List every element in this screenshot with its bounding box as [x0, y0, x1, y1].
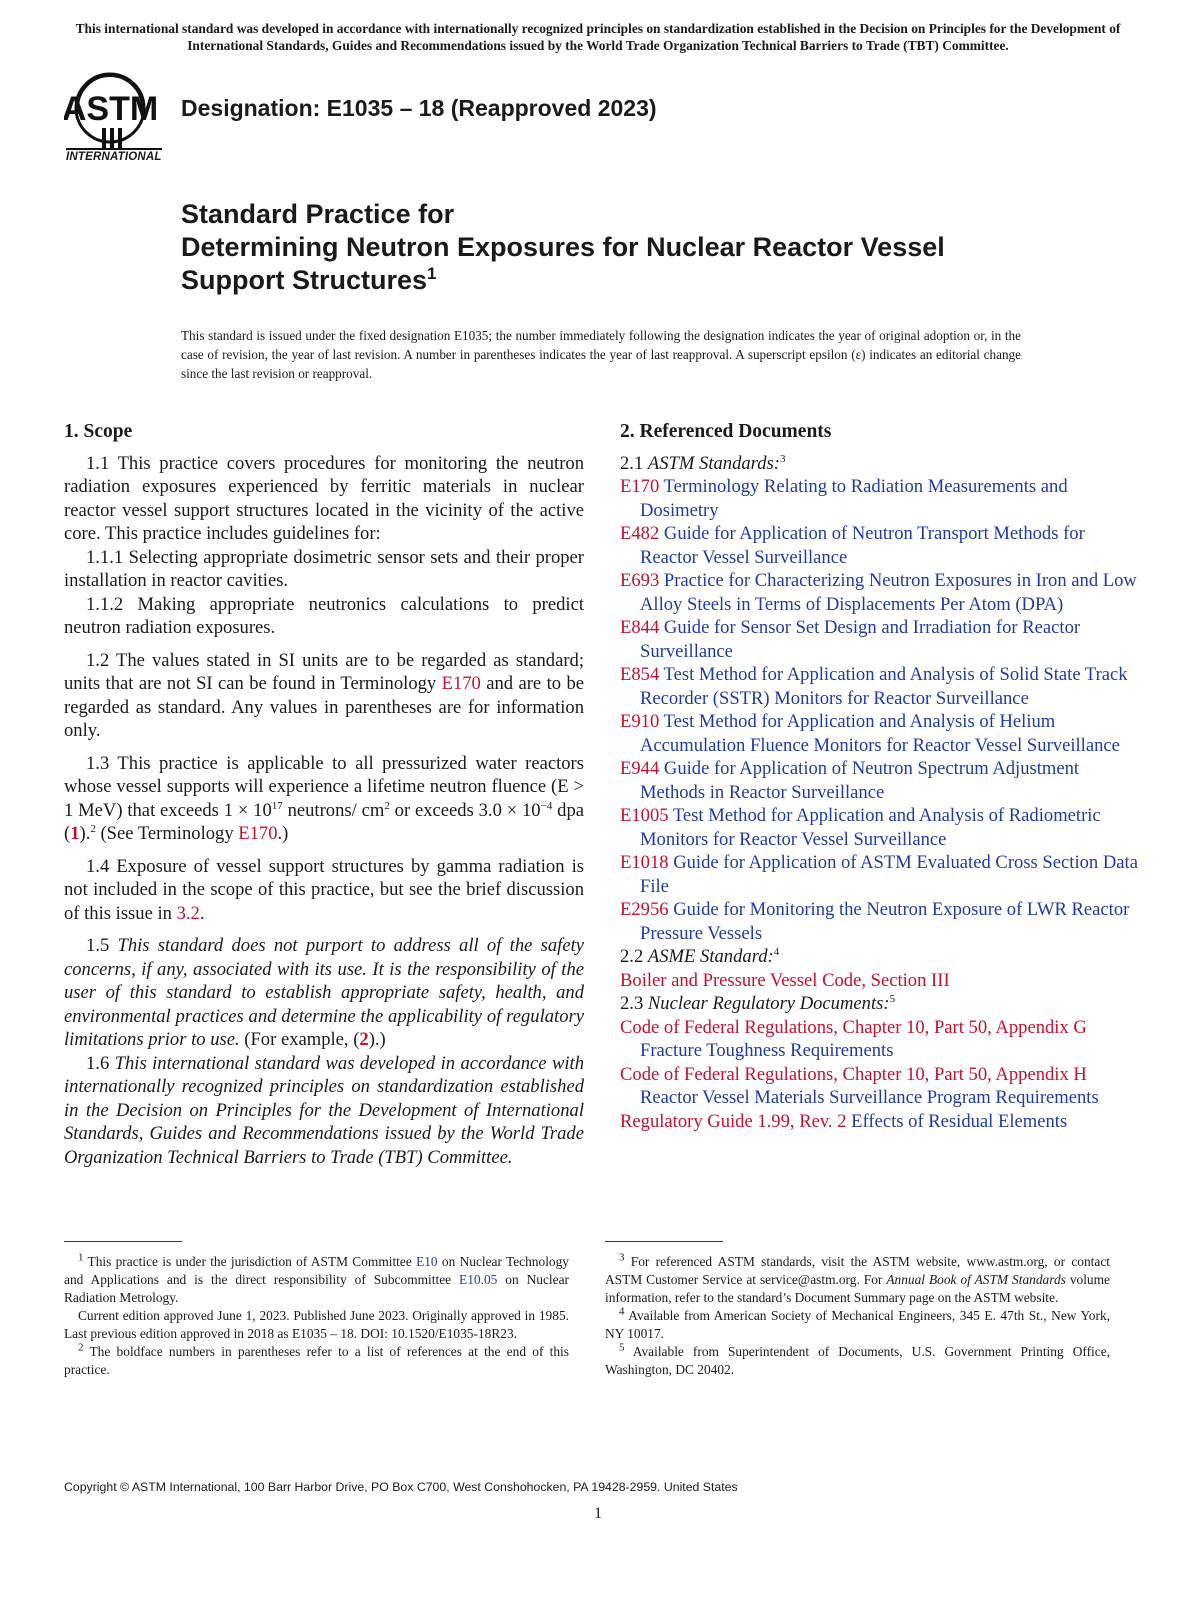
astm-reference-title-link[interactable]: Guide for Sensor Set Design and Irradiation for Reactor Surveillance — [640, 617, 1081, 662]
nrc-reference-code-link[interactable]: Code of Federal Regulations, Chapter 10, Part 50, Appendix G — [620, 1016, 1087, 1038]
astm-reference-list — [620, 475, 1140, 945]
astm-reference-code-link[interactable]: E910 — [620, 711, 660, 732]
para-1-6: 1.6 This international standard was developed in accordance with internationally recognized principles on standardization established in the Decision on Principles for the Development of International Standards, Guides and Recommendations issued by the World Trade Organization Technical Barriers to Trade (TBT) Committee. — [64, 1052, 585, 1168]
para-1-1: 1.1 This practice covers procedures for monitoring the neutron radiation exposures experienced by ferritic materials in nuclear reactor vessel support structures located in the vicinity of the active core. This practice includes guidelines for: — [64, 452, 584, 544]
footnote-rule-left — [64, 1241, 182, 1242]
scope-section — [64, 420, 584, 1169]
para-1-3: 1.3 This practice is applicable to all pressurized water reactors whose vessel supports will experience a lifetime neutron fluence (E > 1 MeV) that exceeds $1 \times 10^{17}$ neutrons/ $cm^2$ or exceeds $3.0 \times 10^{-4}$ dpa (1).$^2$ (See Terminology E170.) — [64, 752, 584, 844]
standard-note: This standard is issued under the fixed designation E1035; the number immediately following the designation indicates the year of original adoption or, in the case of revision, the year of last revision. A number in parentheses indicates the year of last reapproval. A superscript epsilon (ε) indicates an editorial change since the last revision or reapproval. — [181, 328, 1021, 381]
astm-reference-title-link[interactable]: Practice for Characterizing Neutron Exposures in Iron and Low Alloy Steels in Terms of Displacements Per Atom (DPA) — [640, 570, 1137, 615]
footnote-5: $^5$ Available from Superintendent of Documents, U.S. Government Printing Office, Washington, DC 20402. — [605, 1341, 1110, 1377]
astm-standards-heading: 2.1 ASTM Standards:$^3$ — [620, 452, 786, 474]
astm-reference-code-link[interactable]: E482 — [620, 523, 660, 544]
astm-reference-item — [620, 475, 1140, 522]
tbt-notice: This international standard was developed in accordance with internationally recognized principles on standardization established in the Decision on Principles for the Development of International Standards, Guides and Recommendations issued by the World Trade Organization Technical Barriers to Trade (TBT) Committee. — [75, 21, 1121, 53]
astm-reference-code-link[interactable]: E2956 — [620, 899, 669, 920]
footnote-4: $^4$ Available from American Society of Mechanical Engineers, 345 E. 47th St., New York, NY 10017. — [605, 1305, 1110, 1341]
para-1-5: 1.5 This standard does not purport to address all of the safety concerns, if any, associated with its use. It is the responsibility of the user of this standard to establish appropriate safety, health, and environmental practices and determine the applicability of regulatory limitations prior to use. (For example, (2).) — [64, 935, 584, 1050]
nrc-reference-title-link[interactable]: Fracture Toughness Requirements — [640, 1040, 894, 1061]
astm-reference-item — [620, 616, 1140, 663]
footnote-mark-2[interactable]: 2 — [90, 822, 96, 835]
footnote-2: $^2$ The boldface numbers in parentheses refer to a list of references at the end of this practice. — [64, 1341, 569, 1377]
astm-reference-code-link[interactable]: E844 — [620, 617, 660, 638]
astm-reference-item — [620, 663, 1140, 710]
nrc-reference-title-link[interactable]: Reactor Vessel Materials Surveillance Program Requirements — [640, 1087, 1099, 1108]
footnotes-left — [64, 1253, 569, 1379]
footnote-1-edition: Current edition approved June 1, 2023. Published June 2023. Originally approved in 1985. Last previous edition approved in 2018 as E1035 – 18. DOI: 10.1520/E1035-18R23. — [64, 1308, 569, 1341]
astm-reference-title-link[interactable]: Guide for Application of Neutron Transport Methods for Reactor Vessel Surveillance — [640, 523, 1085, 568]
copyright-line: Copyright © ASTM International, 100 Barr Harbor Drive, PO Box C700, West Conshohocken, PA 19428-2959. United States — [64, 1480, 738, 1494]
astm-reference-title-link[interactable]: Test Method for Application and Analysis of Solid State Track Recorder (SSTR) Monitors for Reactor Surveillance — [640, 664, 1128, 709]
nrc-reference-code-link[interactable]: Code of Federal Regulations, Chapter 10, Part 50, Appendix H — [620, 1063, 1087, 1085]
footnote-rule-right — [605, 1241, 723, 1242]
referenced-documents-section — [620, 420, 1140, 1133]
astm-reference-title-link[interactable]: Terminology Relating to Radiation Measurements and Dosimetry — [640, 476, 1068, 521]
nrc-reference-item — [620, 1063, 1140, 1110]
para-1-2: 1.2 The values stated in SI units are to be regarded as standard; units that are not SI can be found in Terminology E170 and are to be regarded as standard. Any values in parentheses are for information only. — [64, 649, 584, 741]
astm-reference-title-link[interactable]: Guide for Monitoring the Neutron Exposure of LWR Reactor Pressure Vessels — [640, 899, 1130, 944]
asme-reference-item — [620, 969, 1140, 993]
document-title — [181, 198, 1081, 297]
astm-reference-code-link[interactable]: E170 — [620, 476, 660, 497]
title-line-3: Support Structures — [181, 265, 428, 295]
scope-heading: 1. Scope — [64, 421, 133, 442]
nrc-reference-list — [620, 1016, 1140, 1134]
nrc-reference-item — [620, 1016, 1140, 1063]
footnote-1: $^1$ This practice is under the jurisdiction of ASTM Committee E10 on Nuclear Technology and Applications and is the direct responsibility of Subcommittee E10.05 on Nuclear Radiation Metrology. — [64, 1251, 570, 1305]
nrc-documents-heading: 2.3 Nuclear Regulatory Documents:$^5$ — [620, 992, 896, 1014]
designation: Designation: E1035 – 18 (Reapproved 2023) — [181, 95, 657, 121]
astm-logo — [64, 68, 168, 164]
astm-reference-title-link[interactable]: Test Method for Application and Analysis of Radiometric Monitors for Reactor Vessel Surveillance — [640, 805, 1101, 850]
title-line-2: Determining Neutron Exposures for Nuclear Reactor Vessel — [181, 232, 945, 262]
astm-reference-title-link[interactable]: Guide for Application of Neutron Spectrum Adjustment Methods in Reactor Surveillance — [640, 758, 1080, 803]
asme-reference-list — [620, 969, 1140, 993]
astm-reference-item — [620, 569, 1140, 616]
footnote-3: $^3$ For referenced ASTM standards, visit the ASTM website, www.astm.org, or contact ASTM Customer Service at service@astm.org. For Annual Book of ASTM Standards volume information, refer to the standard’s Document Summary page on the ASTM website. — [605, 1251, 1110, 1305]
page-number: 1 — [594, 1505, 602, 1522]
nrc-reference-title-link[interactable]: Effects of Residual Elements — [846, 1110, 1068, 1132]
astm-reference-code-link[interactable]: E1018 — [620, 852, 669, 873]
astm-reference-title-link[interactable]: Guide for Application of ASTM Evaluated Cross Section Data File — [640, 852, 1138, 897]
asme-standard-heading: 2.2 ASME Standard:$^4$ — [620, 945, 780, 967]
astm-reference-item — [620, 522, 1140, 569]
ref-link-1[interactable]: 1 — [70, 823, 80, 844]
link-e10-05[interactable]: E10.05 — [459, 1272, 498, 1287]
footnotes-right — [605, 1253, 1110, 1379]
astm-reference-code-link[interactable]: E854 — [620, 664, 660, 685]
para-1-4: 1.4 Exposure of vessel support structures by gamma radiation is not included in the scope of this practice, but see the brief discussion of this issue in 3.2. — [64, 855, 584, 924]
link-e10[interactable]: E10 — [416, 1254, 438, 1269]
referenced-heading: 2. Referenced Documents — [620, 421, 832, 442]
astm-reference-code-link[interactable]: E944 — [620, 758, 660, 779]
para-1-1-2: 1.1.2 Making appropriate neutronics calculations to predict neutron radiation exposures. — [64, 593, 584, 638]
nrc-reference-item — [620, 1110, 1140, 1134]
astm-reference-item — [620, 710, 1140, 757]
link-e170-2[interactable]: E170 — [238, 823, 278, 844]
ref-link-2[interactable]: 2 — [359, 1029, 369, 1050]
astm-reference-item — [620, 804, 1140, 851]
link-e170[interactable]: E170 — [441, 673, 481, 694]
astm-reference-item — [620, 898, 1140, 945]
astm-reference-item — [620, 851, 1140, 898]
astm-reference-code-link[interactable]: E693 — [620, 570, 660, 591]
nrc-reference-code-link[interactable]: Regulatory Guide 1.99, Rev. 2 — [620, 1110, 847, 1132]
astm-reference-item — [620, 757, 1140, 804]
link-section-3-2[interactable]: 3.2 — [176, 902, 200, 924]
asme-reference-code-link[interactable]: Boiler and Pressure Vessel Code, Section III — [620, 969, 950, 991]
title-footnote-mark[interactable]: 1 — [427, 264, 437, 283]
para-1-1-1: 1.1.1 Selecting appropriate dosimetric sensor sets and their proper installation in reactor cavities. — [64, 546, 584, 591]
title-line-1: Standard Practice for — [181, 199, 455, 229]
logo-subtitle: INTERNATIONAL — [66, 148, 162, 163]
logo-letters: ASTM — [64, 90, 159, 128]
astm-reference-code-link[interactable]: E1005 — [620, 805, 669, 826]
astm-reference-title-link[interactable]: Test Method for Application and Analysis of Helium Accumulation Fluence Monitors for Reactor Vessel Surveillance — [640, 711, 1120, 756]
